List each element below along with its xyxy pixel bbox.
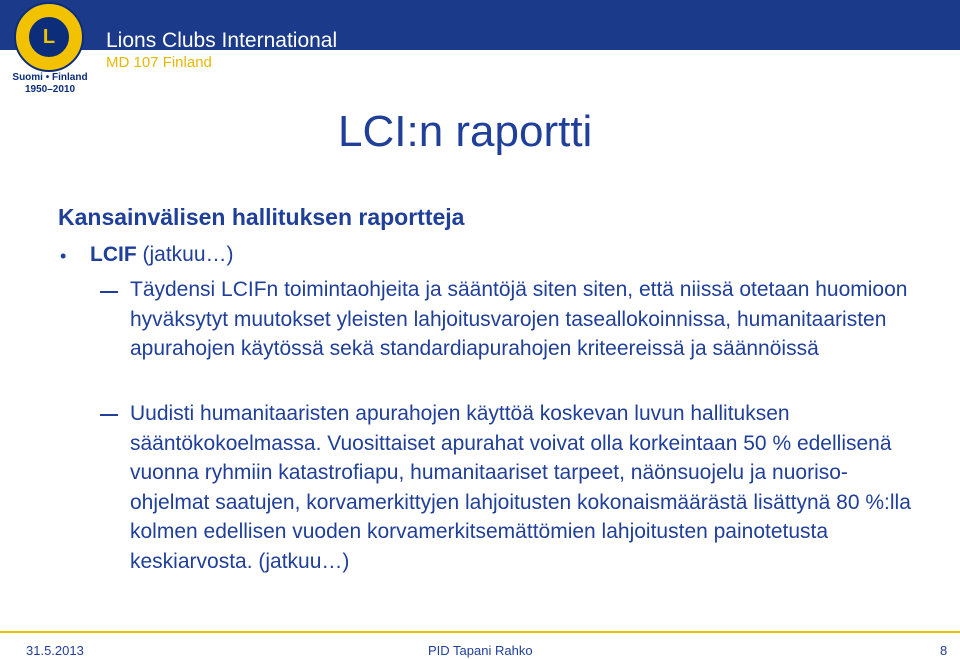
section-heading: Kansainvälisen hallituksen raportteja xyxy=(58,204,465,230)
footer-date: 31.5.2013 xyxy=(26,643,84,658)
brand-title: Lions Clubs International xyxy=(106,29,338,52)
sub-item-2: Uudisti humanitaaristen apurahojen käyttöä koskevan luvun hallituksen sääntökokoelmassa. Vuosittaiset apurahat voivat olla korkeintaan 50 % edellisenä vuonna ryhmiin katastrofiapu, humanitaariset tarpeet, näönsuojelu ja nuoriso-ohjelmat saatujen, korvamerkittyjen lahjoitusten kokonaismäärästä lisättynä 80 %:lla kolmen edellisen vuoden korvamerkitsemättömien lahjoitusten painotetusta keskiarvosta. (jatkuu…) xyxy=(130,402,911,573)
bullet-marker: • xyxy=(60,246,67,266)
logo-caption-years: 1950–2010 xyxy=(24,84,76,95)
lions-emblem-center: L xyxy=(26,14,72,60)
footer-page-number: 8 xyxy=(940,643,948,658)
bullet-rest: (jatkuu…) xyxy=(136,243,234,266)
footer-divider xyxy=(0,631,960,633)
lions-logo xyxy=(8,2,92,94)
brand-subtitle: MD 107 Finland xyxy=(106,54,212,71)
dash-marker-2 xyxy=(100,414,118,416)
sub-item-1: Täydensi LCIFn toimintaohjeita ja sääntöjä siten siten, että niissä otetaan huomioon hyväksytyt muutokset yleisten lahjoitusvarojen taseallokoinnissa, humanitaaristen apurahojen käytössä sekä standardiapurahojen kriteereissä ja säännöissä xyxy=(130,278,908,360)
dash-marker-1 xyxy=(100,291,118,293)
bullet-bold-label: LCIF xyxy=(90,243,137,266)
slide-title: LCI:n raportti xyxy=(338,107,593,156)
lions-emblem-icon xyxy=(14,2,84,72)
footer-presenter: PID Tapani Rahko xyxy=(428,643,533,658)
bullet-text xyxy=(90,240,234,270)
logo-caption-country: Suomi • Finland xyxy=(12,72,88,83)
